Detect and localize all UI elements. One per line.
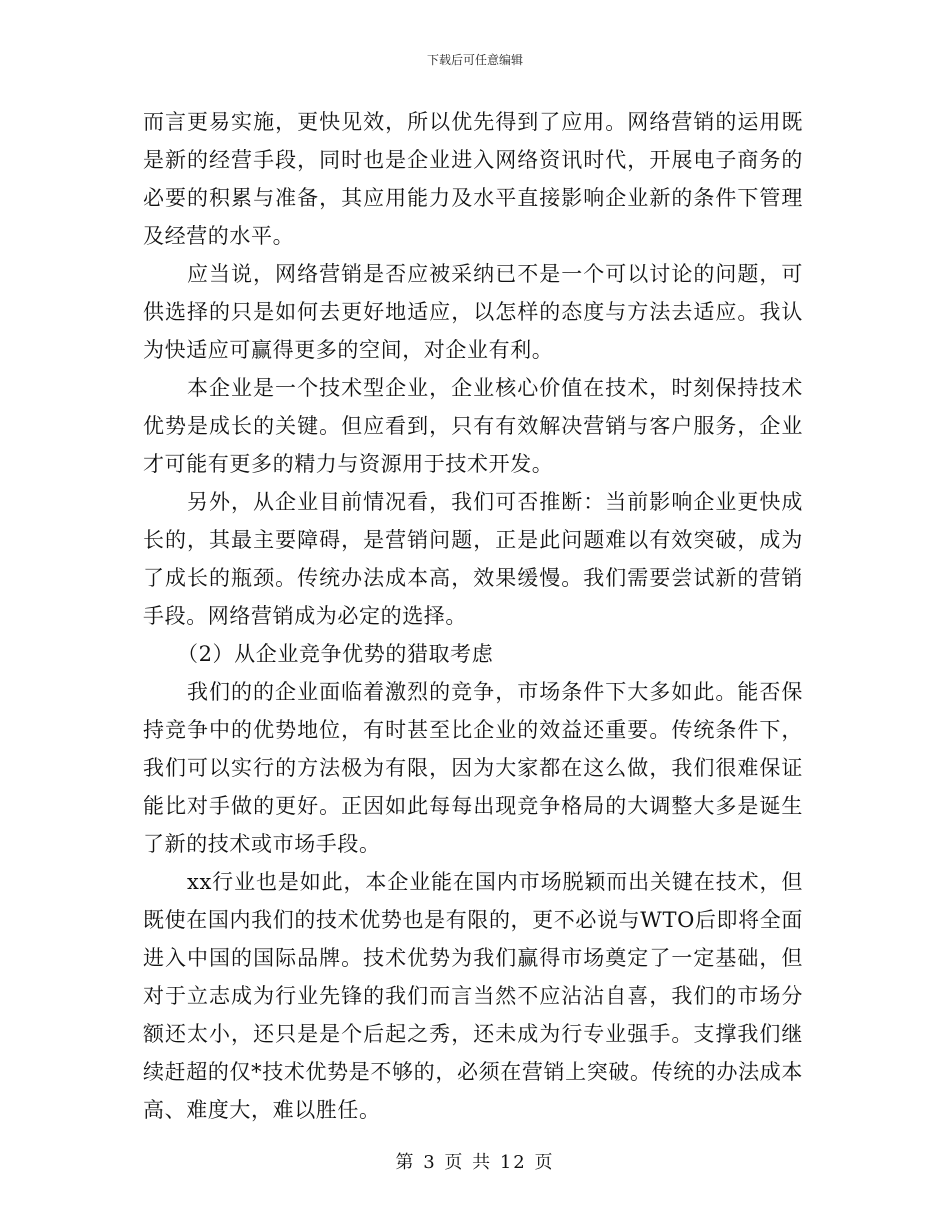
paragraph-3: 本企业是一个技术型企业，企业核心价值在技术，时刻保持技术优势是成长的关键。但应看到，只有有效解决营销与客户服务，企业才可能有更多的精力与资源用于技术开发。 — [143, 376, 803, 476]
paragraph-6: xx行业也是如此，本企业能在国内市场脱颖而出关键在技术，但既使在国内我们的技术优势也是有限的，更不必说与WTO后即将全面进入中国的国际品牌。技术优势为我们赢得市场奠定了一定基础，但对于立志成为行业先锋的我们而言当然不应沾沾自喜，我们的市场分额还太小，还只是是个后起之秀，还未成为行专业强手。支撑我们继续赶超的仅*技术优势是不够的，必须在营销上突破。传统的办法成本高、难度大，难以胜任。 — [143, 870, 803, 1122]
paragraph-4: 另外，从企业目前情况看，我们可否推断：当前影响企业更快成长的，其最主要障碍，是营销问题，正是此问题难以有效突破，成为了成长的瓶颈。传统办法成本高，效果缓慢。我们需要尝试新的营销手段。网络营销成为必定的选择。 — [143, 490, 803, 628]
paragraph-2: 应当说，网络营销是否应被采纳已不是一个可以讨论的问题，可供选择的只是如何去更好地适应，以怎样的态度与方法去适应。我认为快适应可赢得更多的空间，对企业有利。 — [143, 262, 803, 362]
page-header: 下载后可任意编辑 — [426, 53, 523, 67]
paragraph-1: 而言更易实施，更快见效，所以优先得到了应用。网络营销的运用既是新的经营手段，同时也是企业进入网络资讯时代，开展电子商务的必要的积累与准备，其应用能力及水平直接影响企业新的条件下管理及经营的水平。 — [143, 110, 803, 248]
page-footer: 第 3 页 共 12 页 — [395, 1152, 555, 1173]
section-heading: （2）从企业竞争优势的猎取考虑 — [177, 642, 494, 666]
paragraph-5: 我们的的企业面临着激烈的竞争，市场条件下大多如此。能否保持竞争中的优势地位，有时甚至比企业的效益还重要。传统条件下，我们可以实行的方法极为有限，因为大家都在这么做，我们很难保证能比对手做的更好。正因如此每每出现竞争格局的大调整大多是诞生了新的技术或市场手段。 — [143, 680, 803, 856]
document-body — [143, 103, 803, 1129]
